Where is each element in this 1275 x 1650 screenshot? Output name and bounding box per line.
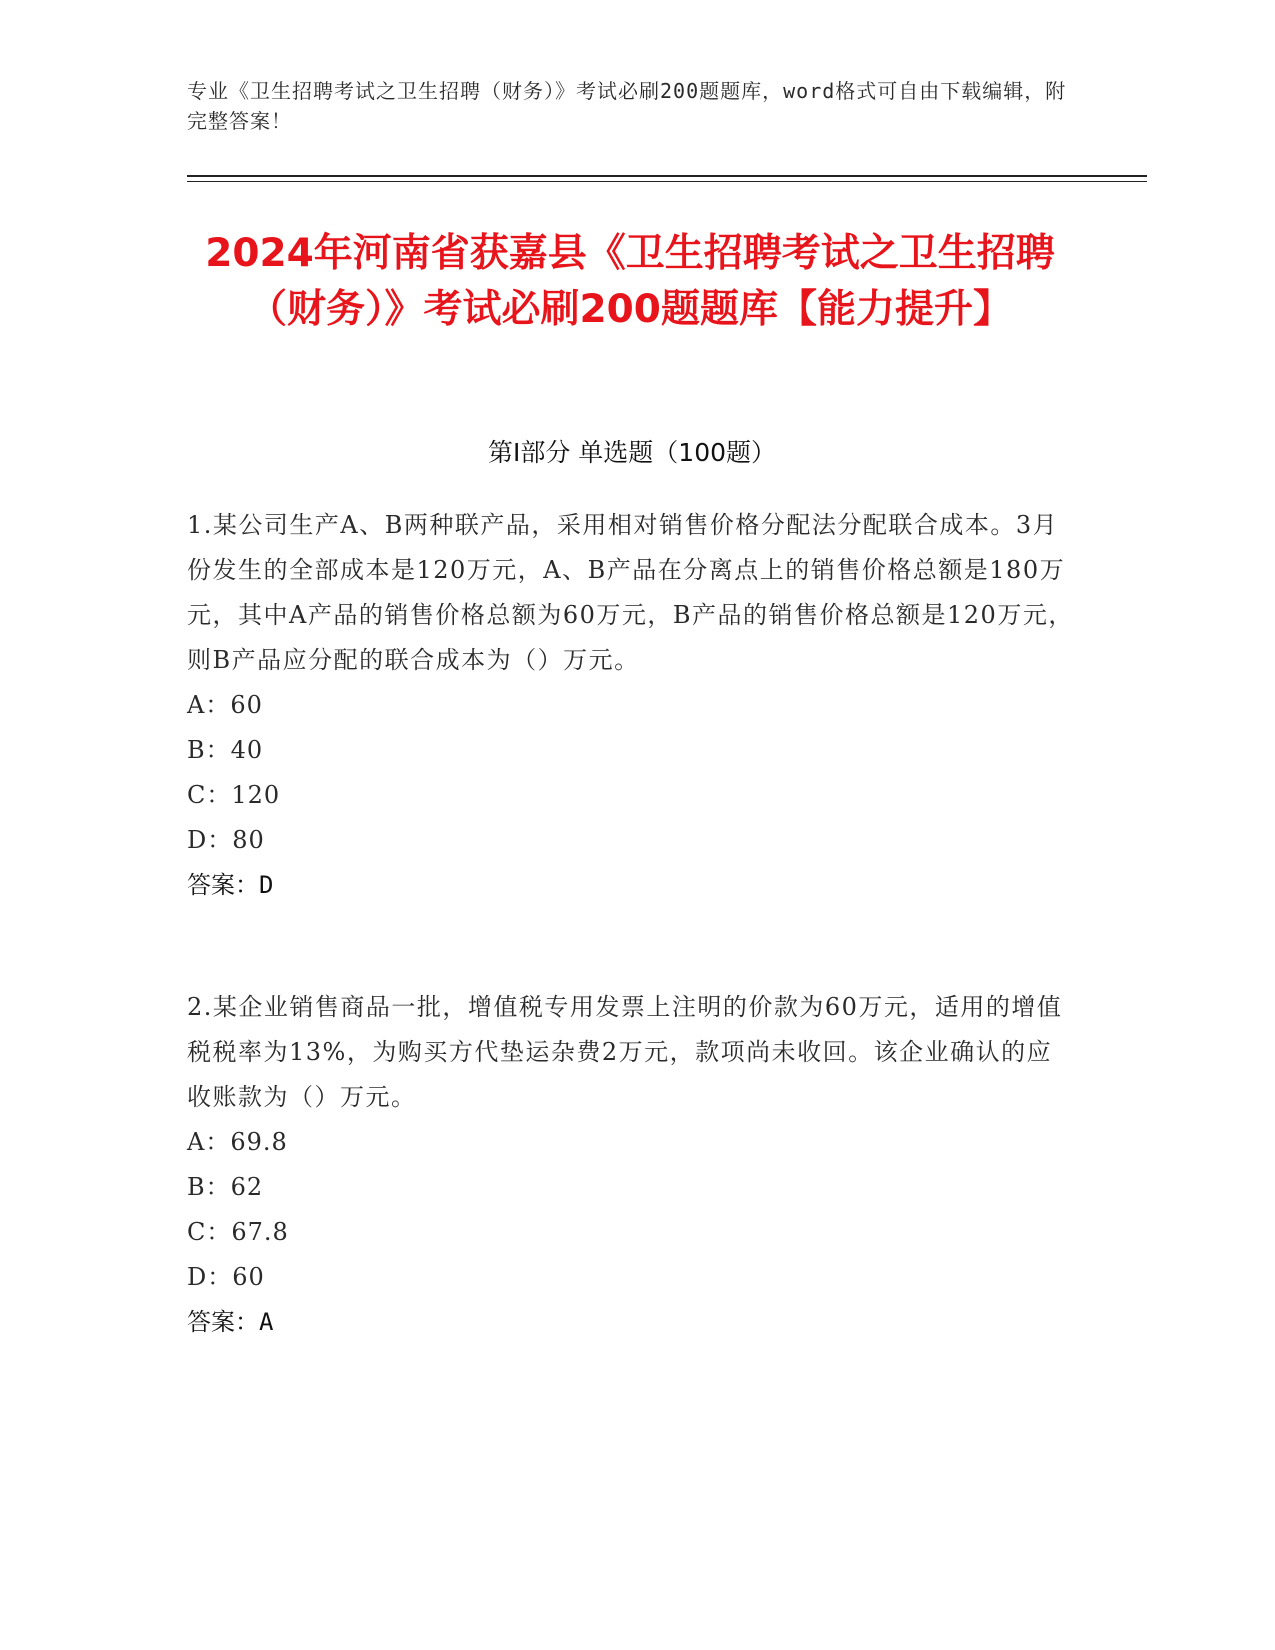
answer: 答案：A xyxy=(187,1308,274,1336)
question-stem: 1.某公司生产A、B两种联产品，采用相对销售价格分配法分配联合成本。3月份发生的全部成本是120万元，A、B产品在分离点上的销售价格总额是180万元，其中A产品的销售价格总额为60万元，B产品的销售价格总额是120万元，则B产品应分配的联合成本为（）万元。 xyxy=(187,511,1074,674)
option-a: A：69.8 xyxy=(187,1128,288,1156)
option-b: B：40 xyxy=(187,736,264,764)
answer: 答案：D xyxy=(187,871,274,899)
option-a: A：60 xyxy=(187,691,263,719)
question-stem: 2.某企业销售商品一批，增值税专用发票上注明的价款为60万元，适用的增值税税率为13%，为购买方代垫运杂费2万元，款项尚未收回。该企业确认的应收账款为（）万元。 xyxy=(187,993,1063,1111)
question-2 xyxy=(187,985,1077,1345)
section-heading: 第I部分 单选题（100题） xyxy=(487,438,777,467)
option-b: B：62 xyxy=(187,1173,264,1201)
option-c: C：120 xyxy=(187,781,281,809)
header-note: 专业《卫生招聘考试之卫生招聘（财务）》考试必刷200题题库，word格式可自由下载编辑，附完整答案！ xyxy=(187,79,1067,133)
option-c: C：67.8 xyxy=(187,1218,289,1246)
option-d: D：80 xyxy=(187,826,265,854)
question-1 xyxy=(187,503,1077,908)
header-divider-thick xyxy=(187,175,1147,177)
header-divider-thin xyxy=(187,181,1147,182)
document-title: 2024年河南省获嘉县《卫生招聘考试之卫生招聘（财务）》考试必刷200题题库【能力提升】 xyxy=(205,231,1055,332)
option-d: D：60 xyxy=(187,1263,265,1291)
